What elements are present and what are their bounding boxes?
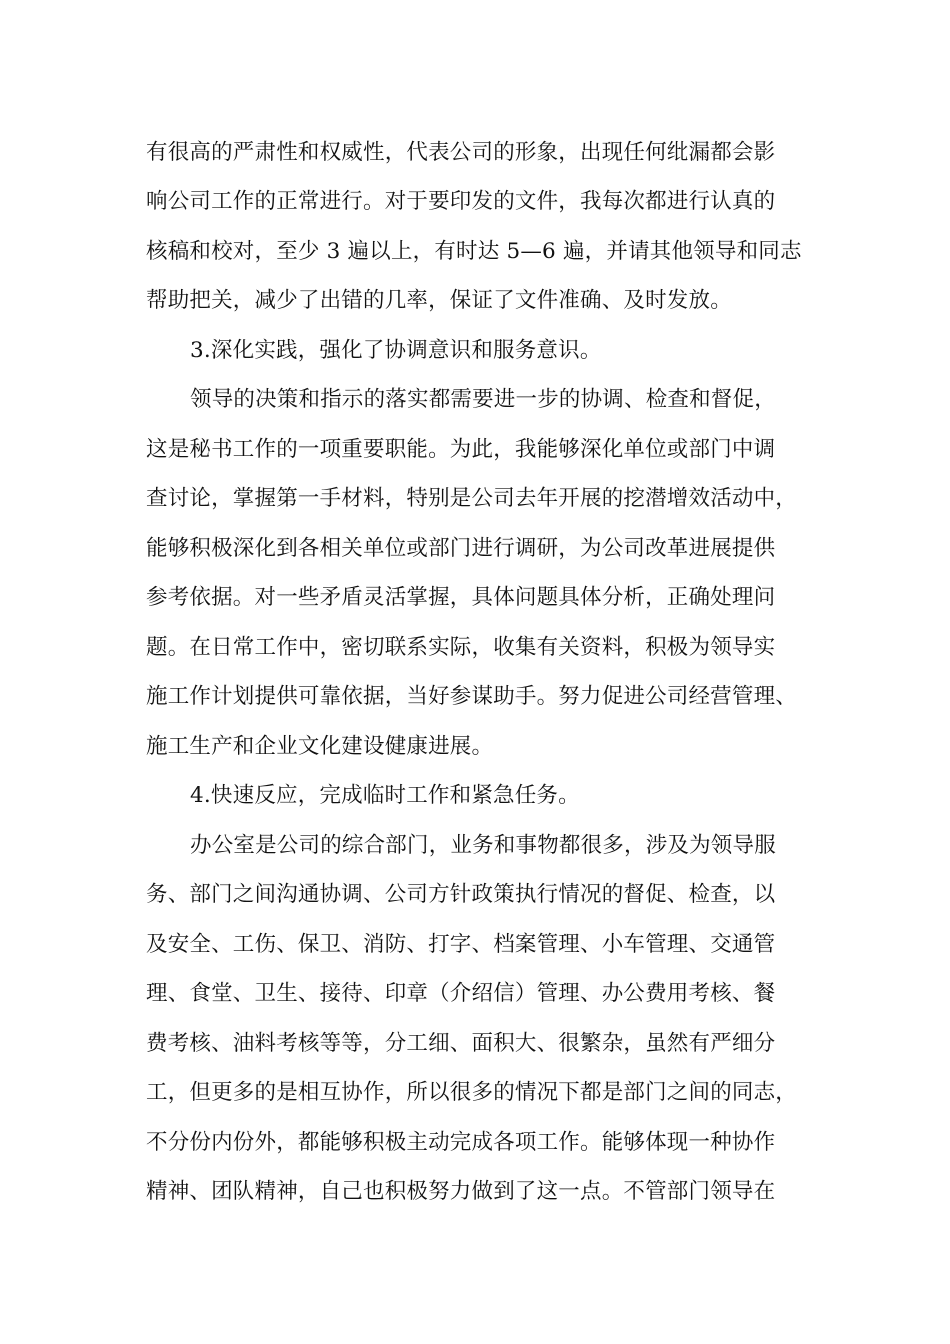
text-line: 费考核、油料考核等等，分工细、面积大、很繁杂，虽然有严细分 bbox=[146, 1031, 776, 1056]
text-line: 这是秘书工作的一项重要职能。为此，我能够深化单位或部门中调 bbox=[146, 437, 776, 462]
section-heading: 4.快速反应，完成临时工作和紧急任务。 bbox=[190, 783, 580, 808]
text-line: 响公司工作的正常进行。对于要印发的文件，我每次都进行认真的 bbox=[146, 189, 776, 214]
text-line: 核稿和校对，至少 3 遍以上，有时达 5—6 遍，并请其他领导和同志 bbox=[146, 239, 802, 264]
section-heading: 3.深化实践，强化了协调意识和服务意识。 bbox=[190, 338, 602, 363]
text-line: 精神、团队精神，自己也积极努力做到了这一点。不管部门领导在 bbox=[146, 1179, 776, 1204]
text-line: 及安全、工伤、保卫、消防、打字、档案管理、小车管理、交通管 bbox=[146, 932, 776, 957]
text-line: 领导的决策和指示的落实都需要进一步的协调、检查和督促， bbox=[190, 387, 776, 412]
text-line: 工，但更多的是相互协作，所以很多的情况下都是部门之间的同志， bbox=[146, 1080, 798, 1105]
text-line: 题。在日常工作中，密切联系实际，收集有关资料，积极为领导实 bbox=[146, 635, 776, 660]
text-line: 查讨论，掌握第一手材料，特别是公司去年开展的挖潜增效活动中， bbox=[146, 486, 798, 511]
text-line: 办公室是公司的综合部门，业务和事物都很多，涉及为领导服 bbox=[190, 833, 776, 858]
text-line: 务、部门之间沟通协调、公司方针政策执行情况的督促、检查，以 bbox=[146, 882, 776, 907]
text-line: 施工生产和企业文化建设健康进展。 bbox=[146, 734, 494, 759]
text-line: 帮助把关，减少了出错的几率，保证了文件准确、及时发放。 bbox=[146, 288, 732, 313]
text-line: 不分份内份外，都能够积极主动完成各项工作。能够体现一种协作 bbox=[146, 1130, 776, 1155]
text-line: 理、食堂、卫生、接待、印章（介绍信）管理、办公费用考核、餐 bbox=[146, 981, 776, 1006]
text-line: 有很高的严肃性和权威性，代表公司的形象，出现任何纰漏都会影 bbox=[146, 140, 776, 165]
text-line: 能够积极深化到各相关单位或部门进行调研，为公司改革进展提供 bbox=[146, 536, 776, 561]
text-line: 施工作计划提供可靠依据，当好参谋助手。努力促进公司经营管理、 bbox=[146, 684, 798, 709]
text-line: 参考依据。对一些矛盾灵活掌握，具体问题具体分析，正确处理问 bbox=[146, 585, 776, 610]
